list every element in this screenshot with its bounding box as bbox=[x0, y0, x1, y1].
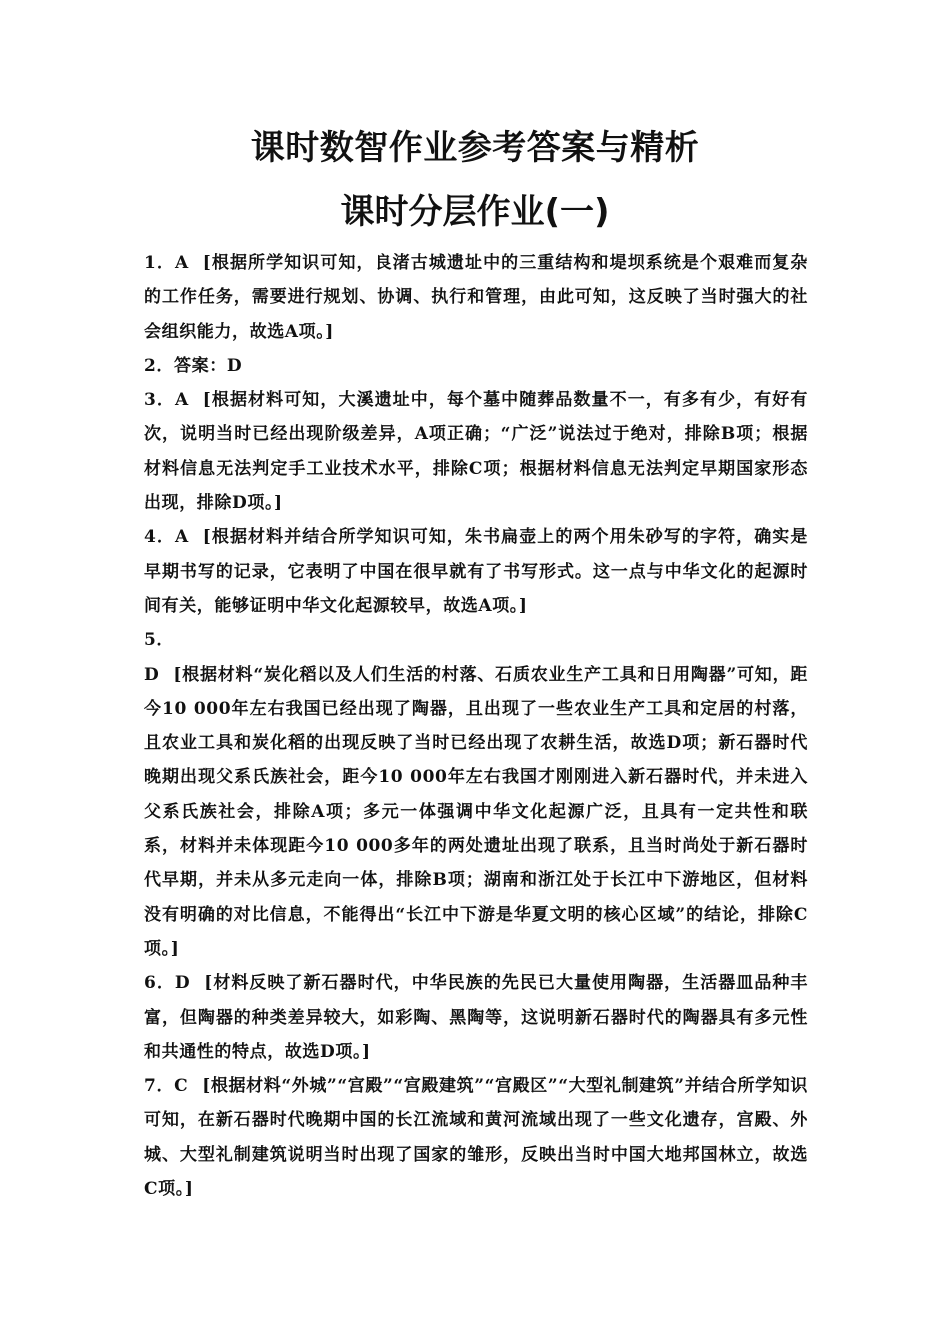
answer-number: 5． bbox=[144, 630, 175, 651]
answer-number: 7． bbox=[144, 1076, 175, 1097]
answer-explanation: [根据所学知识可知，良渚古城遗址中的三重结构和堤坝系统是个艰难而复杂的工作任务，需要进行规划、协调、执行和管理，由此可知，这反映了当时强大的社会组织能力，故选A项。] bbox=[144, 253, 808, 342]
answer-list bbox=[144, 246, 808, 1206]
answer-explanation: [根据材料并结合所学知识可知，朱书扁壶上的两个用朱砂写的字符，确实是早期书写的记录，它表明了中国在很早就有了书写形式。这一点与中华文化的起源时间有关，能够证明中华文化起源较早，故选A项。] bbox=[144, 527, 808, 616]
answer-label: 答案：D bbox=[174, 355, 243, 376]
document-subtitle: 课时分层作业(一) bbox=[340, 192, 610, 232]
answer-item-5-number bbox=[144, 623, 808, 657]
answer-item-7 bbox=[144, 1069, 808, 1206]
answer-letter: A bbox=[174, 253, 189, 273]
answer-item-6 bbox=[144, 966, 808, 1069]
answer-number: 6． bbox=[144, 973, 175, 994]
answer-letter: A bbox=[174, 527, 189, 548]
answer-number: 4． bbox=[144, 527, 175, 548]
answer-explanation: [材料反映了新石器时代，中华民族的先民已大量使用陶器，生活器皿品种丰富，但陶器的种类差异较大，如彩陶、黑陶等，这说明新石器时代的陶器具有多元性和共通性的特点，故选D项。] bbox=[144, 973, 808, 1062]
document-title: 课时数智作业参考答案与精析 bbox=[250, 128, 700, 168]
answer-explanation: [根据材料“炭化稻以及人们生活的村落、石质农业生产工具和日用陶器”可知，距今10 000年左右我国已经出现了陶器，且出现了一些农业生产工具和定居的村落，且农业工具和炭化稻的出现反映了当时已经出现了农耕生活，故选D项；新石器时代晚期出现父系氏族社会，距今10 000年左右我国才刚刚进入新石器时代，并未进入父系氏族社会，排除A项；多元一体强调中华文化起源广泛，且具有一定共性和联系，材料并未体现距今10 000多年的两处遗址出现了联系，且当时尚处于新石器时代早期，并未从多元走向一体，排除B项；湖南和浙江处于长江中下游地区，但材料没有明确的对比信息，不能得出“长江中下游是华夏文明的核心区域”的结论，排除C项。] bbox=[144, 664, 808, 959]
answer-number: 3． bbox=[144, 390, 175, 411]
answer-letter: A bbox=[174, 390, 189, 411]
answer-letter: D bbox=[174, 973, 191, 994]
answer-item-5 bbox=[144, 658, 808, 967]
answer-letter: D bbox=[144, 664, 160, 685]
answer-number: 1． bbox=[144, 253, 175, 273]
answer-item-3 bbox=[144, 383, 808, 520]
answer-explanation: [根据材料“外城”“宫殿”“宫殿建筑”“宫殿区”“大型礼制建筑”并结合所学知识可知，在新石器时代晚期中国的长江流域和黄河流域出现了一些文化遗存，宫殿、外城、大型礼制建筑说明当时出现了国家的雏形，反映出当时中国大地邦国林立，故选C项。] bbox=[144, 1076, 808, 1200]
answer-letter: C bbox=[174, 1076, 189, 1097]
answer-item-4 bbox=[144, 520, 808, 623]
answer-item-2 bbox=[144, 349, 808, 383]
answer-item-1 bbox=[144, 246, 808, 349]
answer-explanation: [根据材料可知，大溪遗址中，每个墓中随葬品数量不一，有多有少，有好有次，说明当时已经出现阶级差异，A项正确；“广泛”说法过于绝对，排除B项；根据材料信息无法判定手工业技术水平，排除C项；根据材料信息无法判定早期国家形态出现，排除D项。] bbox=[144, 390, 808, 514]
answer-number: 2． bbox=[144, 355, 175, 376]
